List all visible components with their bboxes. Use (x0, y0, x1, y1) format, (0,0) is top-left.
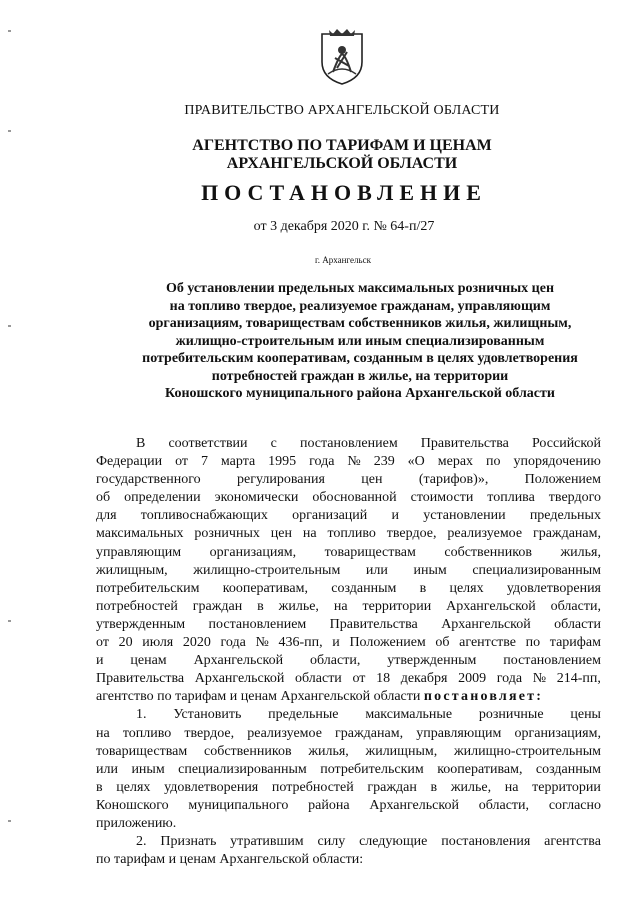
word: года (220, 635, 246, 651)
paragraph-line (96, 562, 601, 580)
word: Признать (160, 834, 217, 850)
word: топливоснабжающих (140, 508, 268, 524)
word: Российской (531, 436, 601, 451)
word: твердое, (386, 526, 437, 542)
word: района (308, 797, 350, 813)
word: иным (413, 562, 447, 578)
word: по (486, 454, 501, 470)
word: на (96, 725, 110, 741)
word: управляющим (416, 725, 502, 741)
paragraph-line (96, 544, 601, 562)
word: области, (478, 797, 530, 813)
word: гражданам, (335, 725, 404, 741)
word: области, (550, 598, 601, 614)
paragraph-line (96, 743, 601, 761)
word: от (175, 454, 189, 470)
subject-line: Об установлении предельных максимальных розничных цен (165, 281, 555, 296)
word: Установить (173, 707, 242, 723)
word: агентства (544, 834, 601, 850)
word: целях (116, 779, 151, 795)
word: постановлением (208, 616, 307, 632)
word: твердого (548, 490, 601, 506)
word: гражданам, (532, 526, 601, 542)
word: цен (270, 526, 292, 542)
paragraph-line (96, 525, 601, 543)
word: в (96, 779, 103, 795)
word: созданным (535, 761, 601, 777)
word: от (96, 635, 109, 651)
word: потребительским (96, 580, 200, 596)
paragraph-line (96, 616, 601, 634)
scan-mark (8, 325, 11, 327)
word: № (347, 454, 361, 470)
word: Федерации (96, 454, 163, 470)
word: государственного (96, 472, 201, 488)
word: Правительства (96, 671, 185, 687)
word: с (270, 436, 277, 451)
word: 436-пп, (278, 635, 323, 651)
word: 1. (136, 707, 147, 723)
word: марта (220, 454, 256, 470)
scan-mark (8, 820, 11, 822)
subject-line: Коношского муниципального района Архангельской области (165, 386, 555, 401)
word: граждан (367, 779, 417, 795)
word: силу (317, 834, 346, 850)
word: цены (570, 707, 601, 723)
word: территории (532, 779, 601, 795)
word: года (309, 454, 335, 470)
paragraph-line (96, 652, 601, 670)
word: 20 (118, 635, 133, 651)
word: об (435, 635, 450, 651)
word: жилищным, (96, 562, 168, 578)
paragraph-line (96, 706, 601, 724)
paragraph-line (96, 761, 601, 779)
word: товариществам (324, 544, 416, 560)
word: постановления (441, 834, 531, 850)
word: цен (361, 472, 383, 488)
word: ценам (130, 653, 167, 669)
word: жилищным, (365, 743, 438, 759)
word: собственников (203, 743, 292, 759)
agency-name-line: АГЕНТСТВО ПО ТАРИФАМ И ЦЕНАМ (192, 137, 492, 154)
paragraph-line (96, 797, 601, 815)
word: удовлетворения (506, 580, 601, 596)
word: на (333, 598, 348, 614)
paragraph-line (96, 688, 601, 706)
subject-line: жилищно-строительным или иным специализированным (175, 333, 545, 349)
word: Положением (524, 472, 601, 488)
paragraph-line: приложению. (96, 815, 177, 831)
word: 239 (373, 454, 395, 470)
word: и (96, 653, 104, 669)
word: «О (407, 454, 425, 470)
word: согласно (548, 797, 601, 813)
word: организаций (292, 508, 368, 524)
subject-line: организациям, товариществам собственников жилья, жилищным, (148, 316, 572, 331)
word: упорядочению (513, 454, 601, 470)
word: утратившим (230, 834, 304, 850)
word: специализированным (178, 761, 307, 777)
word: тарифам (549, 635, 601, 651)
word: Архангельской (193, 653, 284, 669)
document-subject (96, 280, 624, 403)
paragraph-line (96, 580, 601, 598)
word: утвержденным (96, 616, 186, 632)
word: собственников (444, 544, 532, 560)
subject-line: на топливо твердое, реализуемое гражданам, управляющим (169, 298, 551, 314)
word: № (255, 635, 269, 651)
word: агентстве (459, 635, 517, 651)
word: регулирования (237, 472, 325, 488)
word: Архангельской (441, 616, 531, 632)
word: Положением (349, 635, 426, 651)
paragraph-line (96, 489, 601, 507)
word: и (332, 635, 340, 651)
word: постановлением (503, 653, 601, 669)
word: 214-пп, (556, 671, 601, 687)
word: (тарифов)», (418, 472, 489, 488)
agency-name (0, 137, 640, 173)
scan-mark (8, 30, 11, 32)
word: соответствии (168, 436, 248, 451)
word: жилье, (278, 598, 319, 614)
word: топливо (122, 725, 172, 741)
word: определении (124, 490, 201, 506)
word: твердое, (184, 725, 235, 741)
paragraph-line (96, 779, 601, 797)
word: следующие (359, 834, 428, 850)
word: кооперативам, (437, 761, 523, 777)
word: максимальных (96, 526, 184, 542)
word: 2009 (458, 671, 487, 687)
word: № (532, 671, 547, 687)
word: максимальные (365, 707, 453, 723)
paragraph-line (96, 634, 601, 652)
word: жилья, (560, 544, 601, 560)
document-city: г. Архангельск (315, 255, 371, 265)
word: мерах (437, 454, 474, 470)
word: иным (131, 761, 165, 777)
word: жилье, (450, 779, 492, 795)
word: жилищно-строительным (193, 562, 341, 578)
word: установлении (423, 508, 506, 524)
word: граждан (192, 598, 243, 614)
word: В (136, 436, 146, 451)
word: розничных (194, 526, 260, 542)
subject-line: потребностей граждан в жилье, на территории (211, 368, 509, 384)
resolution-keyword: постановляет: (423, 689, 544, 705)
coat-of-arms-icon (319, 28, 365, 86)
scan-mark (8, 130, 11, 132)
document-date-number: от 3 декабря 2020 г. № 64-п/27 (253, 219, 435, 234)
word: июля (142, 635, 174, 651)
paragraph-line (96, 670, 601, 688)
word: об (96, 490, 111, 506)
paragraph-preamble (96, 435, 601, 688)
word: Архангельской (446, 598, 536, 614)
paragraph-line (96, 598, 601, 616)
word: 2. (136, 834, 147, 850)
word: на (302, 526, 317, 542)
word: розничные (478, 707, 544, 723)
government-name: ПРАВИТЕЛЬСТВО АРХАНГЕЛЬСКОЙ ОБЛАСТИ (184, 103, 500, 118)
word: топлива (487, 490, 535, 506)
word: предельных (529, 508, 601, 524)
paragraph-line (96, 453, 601, 471)
word: по (525, 635, 541, 651)
word: организациям, (209, 544, 297, 560)
document-type: ПОСТАНОВЛЕНИЕ (201, 180, 487, 205)
word: и (391, 508, 400, 524)
paragraph-line (96, 725, 601, 743)
word: области, (310, 653, 361, 669)
word: 18 (376, 671, 391, 687)
word: стоимости (410, 490, 474, 506)
word: Правительства (329, 616, 418, 632)
word: или (96, 761, 118, 777)
word: обоснованной (312, 490, 397, 506)
paragraph-line (96, 435, 601, 453)
word: жилищно-строительным (453, 743, 601, 759)
word: от (352, 671, 366, 687)
word: экономически (214, 490, 299, 506)
word: муниципального (188, 797, 289, 813)
word: кооперативам, (222, 580, 309, 596)
paragraph-line (96, 507, 601, 525)
paragraph-line: по тарифам и ценам Архангельской области: (96, 852, 364, 868)
word: в (419, 580, 427, 596)
paragraph-item-1 (96, 706, 601, 815)
word: потребительским (320, 761, 424, 777)
paragraph-line (96, 471, 601, 489)
word: удовлетворения (164, 779, 259, 795)
word: года (496, 671, 523, 687)
paragraph-item-2 (96, 833, 601, 851)
document-body (96, 435, 601, 869)
word: для (96, 508, 117, 524)
agency-name-line: АРХАНГЕЛЬСКОЙ ОБЛАСТИ (226, 155, 458, 172)
word: 7 (200, 454, 208, 470)
word: в (430, 779, 438, 795)
word: товариществам (96, 743, 188, 759)
word: постановлением (299, 436, 398, 451)
word: предельные (268, 707, 339, 723)
word: Архангельской (369, 797, 459, 813)
word: целях (449, 580, 484, 596)
word: в (257, 598, 264, 614)
word: на (504, 779, 519, 795)
word: территории (362, 598, 432, 614)
word: 2020 (182, 635, 211, 651)
word: Архангельской (194, 671, 285, 687)
word: управляющим (96, 544, 182, 560)
subject-line: потребительским кооперативам, созданным в целях удовлетворения (142, 351, 578, 366)
word: жилья, (308, 743, 349, 759)
word: потребностей (271, 779, 354, 795)
word: организациям, (514, 725, 601, 741)
word: области (554, 616, 601, 632)
word: топливо (327, 526, 376, 542)
word: 1995 (268, 454, 297, 470)
word: утвержденным (387, 653, 477, 669)
word: декабря (400, 671, 448, 687)
word: Правительства (420, 436, 509, 451)
word: области (295, 671, 342, 687)
word: или (365, 562, 388, 578)
word: Коношского (96, 797, 169, 813)
paragraph-text: агентство по тарифам и ценам Архангельской области (96, 689, 424, 705)
scan-mark (8, 620, 11, 622)
word: специализированным (472, 562, 601, 578)
paragraph-line (96, 833, 601, 851)
word: потребностей (96, 598, 178, 614)
word: созданным (331, 580, 397, 596)
word: реализуемое (247, 725, 322, 741)
word: реализуемое (447, 526, 523, 542)
